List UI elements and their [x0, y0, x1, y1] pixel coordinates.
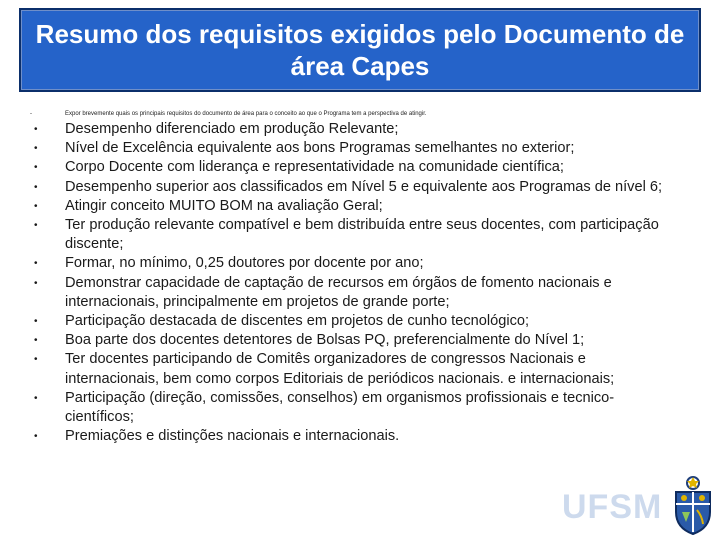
- list-item-text: Formar, no mínimo, 0,25 doutores por docente por ano;: [65, 255, 424, 272]
- requirements-list: [30, 120, 670, 446]
- list-item: [30, 312, 670, 331]
- list-item: [30, 178, 670, 197]
- list-item-text: Premiações e distinções nacionais e internacionais.: [65, 428, 400, 445]
- list-item-text: Demonstrar capacidade de captação de recursos em órgãos de fomento nacionais e internacionais, principalmente em projetos de grande porte;: [65, 274, 612, 310]
- intro-text: Expor brevemente quais os principais requisitos do documento de área para o conceito ao que o Programa tem a perspectiva de atingir.: [65, 111, 427, 117]
- bullet-icon: •: [34, 392, 38, 404]
- bullet-icon: •: [34, 335, 38, 347]
- list-item-text: Nível de Excelência equivalente aos bons Programas semelhantes no exterior;: [65, 140, 575, 157]
- bullet-icon: •: [34, 162, 38, 174]
- list-item: [30, 427, 670, 446]
- list-item-text: Ter docentes participando de Comitês organizadores de congressos Nacionais e internacionais, bem como corpos Editoriais de periódicos nacionais. e internacionais;: [65, 351, 615, 387]
- slide-title: Resumo dos requisitos exigidos pelo Documento de área Capes: [35, 19, 685, 81]
- university-crest-icon: [668, 474, 718, 536]
- bullet-icon: •: [34, 316, 38, 328]
- bullet-icon: •: [34, 124, 38, 135]
- list-item: [30, 197, 670, 216]
- list-item-text: Ter produção relevante compatível e bem distribuída entre seus docentes, com participação discente;: [65, 217, 659, 253]
- list-item: [30, 389, 670, 427]
- bullet-icon: •: [34, 200, 38, 212]
- list-item: [30, 216, 670, 254]
- bullet-icon: •: [34, 143, 38, 155]
- bullet-icon: •: [34, 431, 38, 443]
- list-item-text: Participação (direção, comissões, conselhos) em organismos profissionais e tecnico-científicos;: [65, 389, 615, 426]
- list-item: [30, 139, 670, 158]
- bullet-icon: •: [34, 181, 38, 193]
- list-item-text: Participação destacada de discentes em projetos de cunho tecnológico;: [65, 313, 530, 330]
- list-item: [30, 350, 670, 388]
- list-item-text: Boa parte dos docentes detentores de Bolsas PQ, preferencialmente do Nível 1;: [65, 332, 585, 349]
- list-item-text: Desempenho superior aos classificados em Nível 5 e equivalente aos Programas de nível 6;: [65, 178, 663, 195]
- intro-bullet: -: [30, 111, 32, 117]
- title-banner: [19, 8, 701, 92]
- list-item: [30, 158, 670, 177]
- list-item: [30, 274, 670, 312]
- list-item-text: Desempenho diferenciado em produção Relevante;: [65, 121, 399, 137]
- intro-line: [30, 110, 700, 118]
- bullet-icon: •: [34, 258, 38, 270]
- list-item-text: Corpo Docente com liderança e representatividade na comunidade científica;: [65, 159, 564, 176]
- list-item-text: Atingir conceito MUITO BOM na avaliação Geral;: [65, 197, 383, 214]
- list-item: [30, 120, 670, 139]
- bullet-icon: •: [34, 354, 38, 366]
- list-item: [30, 331, 670, 350]
- bullet-icon: •: [34, 220, 38, 232]
- list-item: [30, 254, 670, 273]
- bullet-icon: •: [34, 277, 38, 289]
- ufsm-logo-text: UFSM: [562, 488, 663, 526]
